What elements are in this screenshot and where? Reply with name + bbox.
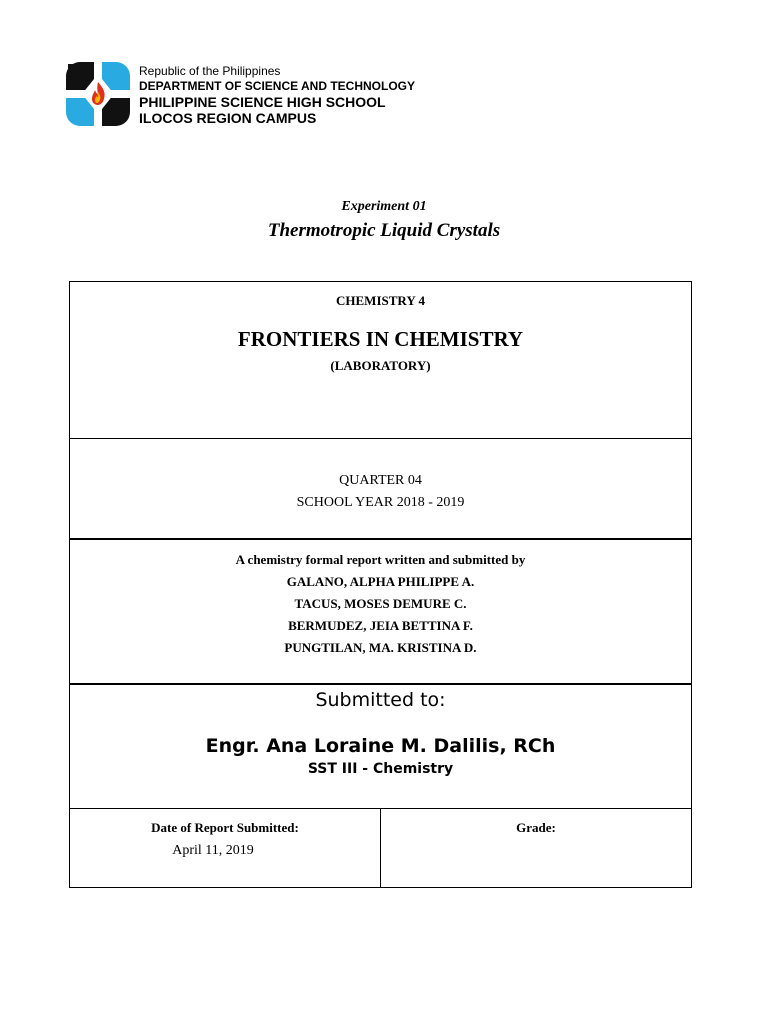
author-item: PUNGTILAN, MA. KRISTINA D.: [284, 640, 477, 655]
grade-cell: [381, 809, 691, 887]
submitted-by-label: A chemistry formal report written and submitted by: [235, 552, 526, 567]
course-type: (LABORATORY): [330, 358, 431, 373]
subject-code: CHEMISTRY 4: [336, 293, 425, 308]
submitted-to-label: Submitted to:: [315, 689, 446, 711]
grade-label: Grade:: [516, 820, 556, 835]
adviser-position: SST III - Chemistry: [307, 761, 454, 777]
department-line: DEPARTMENT OF SCIENCE AND TECHNOLOGY: [139, 79, 416, 93]
school-line: PHILIPPINE SCIENCE HIGH SCHOOL: [139, 94, 386, 110]
date-cell: [70, 809, 381, 887]
footer-box: [69, 808, 692, 888]
course-box: [69, 281, 692, 439]
quarter: QUARTER 04: [339, 473, 422, 488]
submitted-to-box: [69, 683, 692, 809]
experiment-title: Thermotropic Liquid Crystals: [267, 220, 501, 241]
author-item: TACUS, MOSES DEMURE C.: [294, 596, 467, 611]
experiment-title-block: [0, 198, 768, 244]
course-name: FRONTIERS IN CHEMISTRY: [237, 327, 524, 351]
term-box: [69, 438, 692, 539]
letterhead-text: [139, 64, 415, 126]
campus-line: ILOCOS REGION CAMPUS: [139, 110, 317, 126]
school-logo-icon: [66, 62, 130, 126]
authors-box: [69, 538, 692, 685]
letterhead: [66, 62, 666, 128]
author-item: GALANO, ALPHA PHILIPPE A.: [286, 574, 475, 589]
author-item: BERMUDEZ, JEIA BETTINA F.: [288, 618, 473, 633]
date-label: Date of Report Submitted:: [151, 820, 299, 835]
date-value: April 11, 2019: [172, 843, 254, 858]
adviser-name: Engr. Ana Loraine M. Dalilis, RCh: [205, 735, 556, 757]
republic-line: Republic of the Philippines: [139, 64, 281, 78]
school-year: SCHOOL YEAR 2018 - 2019: [296, 495, 465, 510]
experiment-number: Experiment 01: [341, 199, 427, 214]
